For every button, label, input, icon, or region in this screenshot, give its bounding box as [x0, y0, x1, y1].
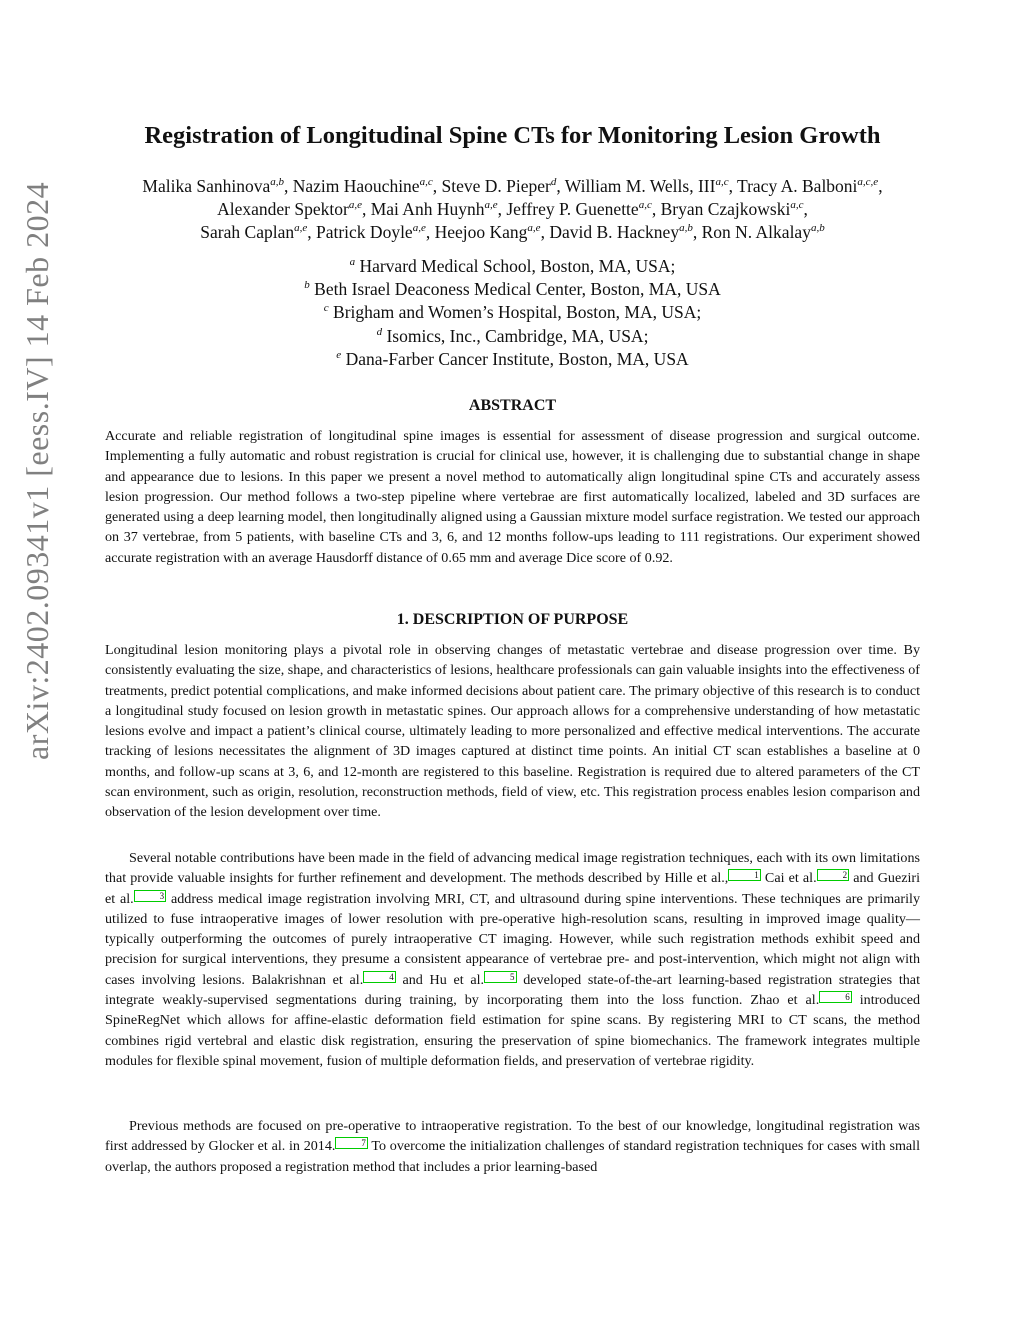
author: Nazim Haouchine$^{a,c}$	[292, 176, 433, 196]
citation-link[interactable]: 7	[335, 1137, 368, 1149]
author: Heejoo Kang$^{a,e}$	[434, 222, 541, 242]
author: Malika Sanhinova$^{a,b}$	[142, 176, 284, 196]
author: Ron N. Alkalay$^{a,b}$	[701, 222, 825, 242]
author: Jeffrey P. Guenette$^{a,c}$	[506, 199, 652, 219]
affiliation: $^d$ Isomics, Inc., Cambridge, MA, USA;	[376, 325, 649, 346]
arxiv-side-stamp: arXiv:2402.09341v1 [eess.IV] 14 Feb 2024	[19, 181, 55, 760]
author: Steve D. Pieper$^d$	[441, 176, 557, 196]
author: William M. Wells, III$^{a,c}$	[564, 176, 729, 196]
author: Tracy A. Balboni$^{a,c,e}$	[737, 176, 879, 196]
paragraph-1: Longitudinal lesion monitoring plays a pivotal role in observing changes of metastatic vertebrae and disease progression over time. By consistently evaluating the size, shape, and characteristics of lesions, healthcare professionals can gain valuable insights into the effectiveness of treatments, predict potential complications, and make informed decisions about patient care. The primary objective of this research is to conduct a longitudinal study focused on lesion growth in metastatic spines. Our approach allows for a comprehensive understanding of how metastatic lesions evolve and impact a patient’s clinical course, ultimately leading to more personalized and effective medical interventions. The accurate tracking of lesions necessitates the alignment of 3D images captured at distinct time points. An initial CT scan establishes a baseline at 0 months, and follow-up scans at 3, 6, and 12-month are registered to this baseline. Registration is required due to altered parameters of the CT scan environment, such as origin, resolution, reconstruction methods, field of view, etc. This registration process enables lesion comparison and observation of the lesion development over time.	[105, 642, 920, 821]
abstract-text: Accurate and reliable registration of longitudinal spine images is essential for assessment of disease progression and surgical outcome. Implementing a fully automatic and robust registration is crucial for clinical use, however, it is challenging due to substantial change in shape and appearance due to lesions. In this paper we present a novel method to automatically align longitudinal spine CTs and accurately assess lesion progression. Our method follows a two-step pipeline where vertebrae are first automatically localized, labeled and 3D surfaces are generated using a deep learning model, then longitudinally aligned using a Gaussian mixture model surface registration. We tested our approach on 37 vertebrae, from 5 patients, with baseline CTs and 3, 6, and 12 months follow-ups leading to 111 registrations. Our experiment showed accurate registration with an average Hausdorff distance of 0.65 mm and average Dice score of 0.92.	[105, 428, 920, 566]
citation-link[interactable]: 4	[363, 971, 396, 983]
paragraph-3: Previous methods are focused on pre-operative to intraoperative registration. To the best of our knowledge, longitudinal registration was first addressed by Glocker et al. in 2014. 7 To overcome the initialization challenges of standard registration techniques for cases with small overlap, the authors proposed a registration method that includes a prior learning-based	[105, 1118, 920, 1175]
citation-link[interactable]: 1	[728, 869, 761, 881]
author: Bryan Czajkowski$^{a,c}$	[660, 199, 804, 219]
affiliation: $^b$ Beth Israel Deaconess Medical Center, Boston, MA, USA	[304, 279, 721, 300]
paper-title: Registration of Longitudinal Spine CTs for Monitoring Lesion Growth	[144, 122, 881, 149]
citation-link[interactable]: 6	[819, 991, 852, 1003]
citation-link[interactable]: 5	[484, 971, 517, 983]
affiliation: $^c$ Brigham and Women’s Hospital, Boston, MA, USA;	[323, 302, 702, 323]
author: Mai Anh Huynh$^{a,e}$	[370, 199, 498, 219]
section-heading-purpose: 1. DESCRIPTION OF PURPOSE	[396, 611, 629, 628]
paragraph-2: Several notable contributions have been made in the field of advancing medical image registration techniques, each with its own limitations that provide valuable insights for further refinement and development. The methods described by Hille et al., 1 Cai et al. 2 and Gueziri et al. 3 address medical image registration involving MRI, CT, and ultrasound during spine interventions. These techniques are primarily utilized to fuse intraoperative images of lower resolution with pre-operative high-resolution scans, resulting in improved image quality—typically outperforming the outcomes of purely intraoperative CT imaging. However, while such registration methods exhibit speed and precision for surgical interventions, they presume a consistent appearance of vertebrae pre- and post-intervention, which might not align with cases involving lesions. Balakrishnan et al. 4 and Hu et al. 5 developed state-of-the-art learning-based registration strategies that integrate weakly-supervised segmentations during training, by incorporating them into the loss function. Zhao et al. 6 introduced SpineRegNet which allows for affine-elastic deformation field estimation for spine scans. By registering MRI to CT scans, the method combines rigid vertebral and elastic disk registration, ensuring the preservation of spine biomechanics. The framework integrates multiple modules for flexible spinal movement, fusion of multiple deformation fields, and preservation of vertebrae rigidity.	[105, 850, 920, 1069]
author: Alexander Spektor$^{a,e}$	[217, 199, 362, 219]
author: Sarah Caplan$^{a,e}$	[200, 222, 308, 242]
abstract-heading: ABSTRACT	[468, 397, 557, 414]
affiliation-list	[150, 255, 875, 371]
affiliation: $^a$ Harvard Medical School, Boston, MA, USA;	[349, 256, 676, 276]
citation-link[interactable]: 2	[817, 869, 850, 881]
author: Patrick Doyle$^{a,e}$	[315, 222, 426, 242]
citation-link[interactable]: 3	[134, 890, 167, 902]
author: David B. Hackney$^{a,b}$	[549, 222, 693, 242]
author-list: Malika Sanhinova$^{a,b}$, Nazim Haouchine$^{a,c}$, Steve D. Pieper$^d$, William M. Wells, III$^{a,c}$, Tracy A. Balboni$^{a,c,e}$, Alexander Spektor$^{a,e}$, Mai Anh Huynh$^{a,e}$, Jeffrey P. Guenette$^{a,c}$, Bryan Czajkowski$^{a,c}$, Sarah Caplan$^{a,e}$, Patrick Doyle$^{a,e}$, Heejoo Kang$^{a,e}$, David B. Hackney$^{a,b}$, Ron N. Alkalay$^{a,b}$	[142, 176, 883, 242]
affiliation: $^e$ Dana-Farber Cancer Institute, Boston, MA, USA	[336, 348, 689, 369]
